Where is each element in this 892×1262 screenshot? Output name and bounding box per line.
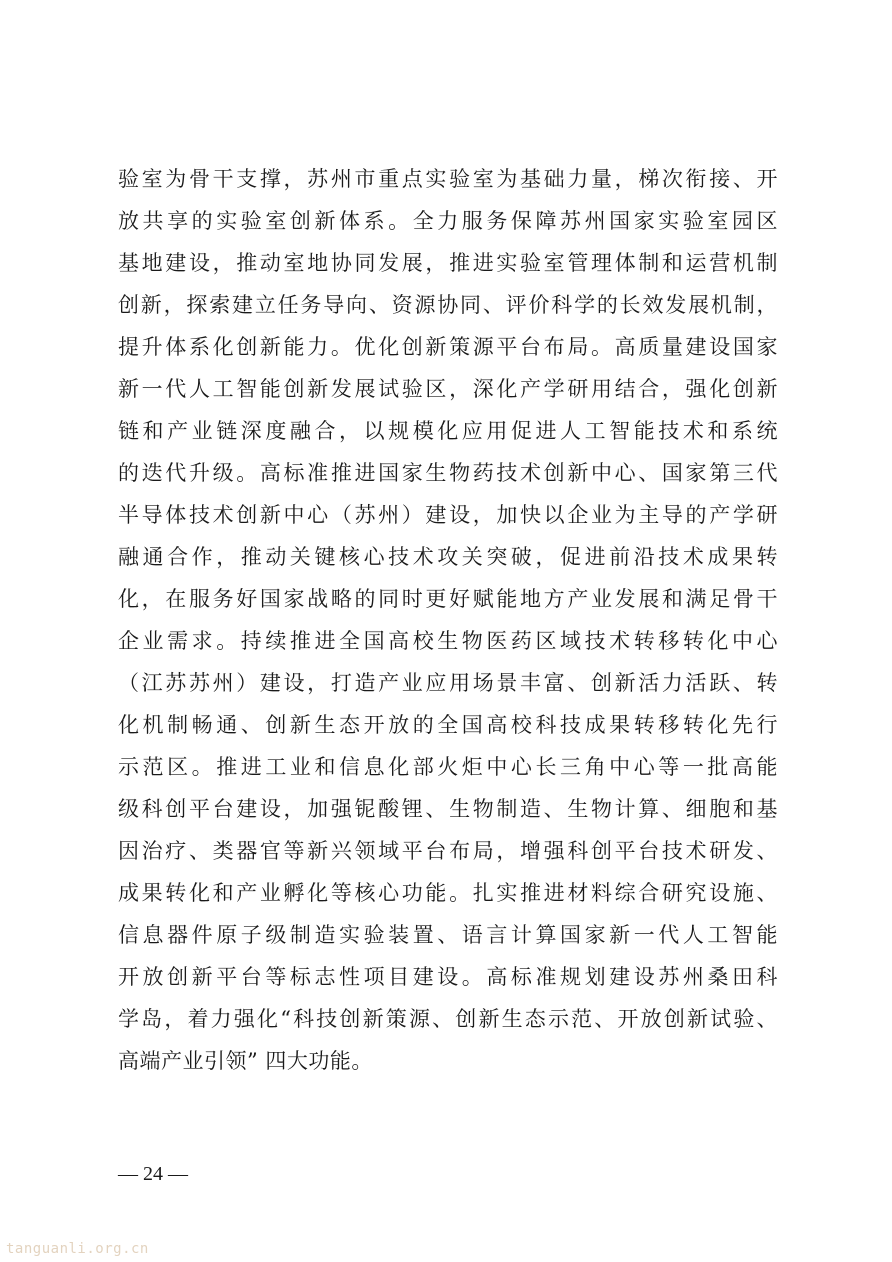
body-paragraph	[118, 158, 778, 1082]
text-line: 化机制畅通、创新生态开放的全国高校科技成果转移转化先行	[118, 713, 778, 737]
watermark-text: tanguanli.org.cn	[6, 1241, 149, 1257]
text-line: 学岛，着力强化“科技创新策源、创新生态示范、开放创新试验、	[118, 1007, 778, 1031]
text-line: 示范区。推进工业和信息化部火炬中心长三角中心等一批高能	[118, 755, 778, 779]
page-number: — 24 —	[118, 1163, 188, 1185]
text-line: 化，在服务好国家战略的同时更好赋能地方产业发展和满足骨干	[118, 587, 778, 611]
text-line: 创新，探索建立任务导向、资源协同、评价科学的长效发展机制，	[118, 293, 778, 317]
text-line: 半导体技术创新中心（苏州）建设，加快以企业为主导的产学研	[118, 503, 778, 527]
text-line-last: 高端产业引领” 四大功能。	[118, 1049, 373, 1073]
text-line: 的迭代升级。高标准推进国家生物药技术创新中心、国家第三代	[118, 461, 778, 485]
text-line: 成果转化和产业孵化等核心功能。扎实推进材料综合研究设施、	[118, 881, 778, 905]
text-line: 级科创平台建设，加强铌酸锂、生物制造、生物计算、细胞和基	[118, 797, 778, 821]
text-line: 验室为骨干支撑，苏州市重点实验室为基础力量，梯次衔接、开	[118, 167, 778, 191]
text-line: 放共享的实验室创新体系。全力服务保障苏州国家实验室园区	[118, 209, 778, 233]
text-line: 企业需求。持续推进全国高校生物医药区域技术转移转化中心	[118, 629, 778, 653]
text-line: 信息器件原子级制造实验装置、语言计算国家新一代人工智能	[118, 923, 778, 947]
text-line: （江苏苏州）建设，打造产业应用场景丰富、创新活力活跃、转	[118, 671, 778, 695]
text-line: 链和产业链深度融合，以规模化应用促进人工智能技术和系统	[118, 419, 778, 443]
text-line: 因治疗、类器官等新兴领域平台布局，增强科创平台技术研发、	[118, 839, 778, 863]
text-line: 基地建设，推动室地协同发展，推进实验室管理体制和运营机制	[118, 251, 778, 275]
text-line: 开放创新平台等标志性项目建设。高标准规划建设苏州桑田科	[118, 965, 778, 989]
text-line: 提升体系化创新能力。优化创新策源平台布局。高质量建设国家	[118, 335, 778, 359]
text-line: 融通合作，推动关键核心技术攻关突破，促进前沿技术成果转	[118, 545, 778, 569]
text-line: 新一代人工智能创新发展试验区，深化产学研用结合，强化创新	[118, 377, 778, 401]
